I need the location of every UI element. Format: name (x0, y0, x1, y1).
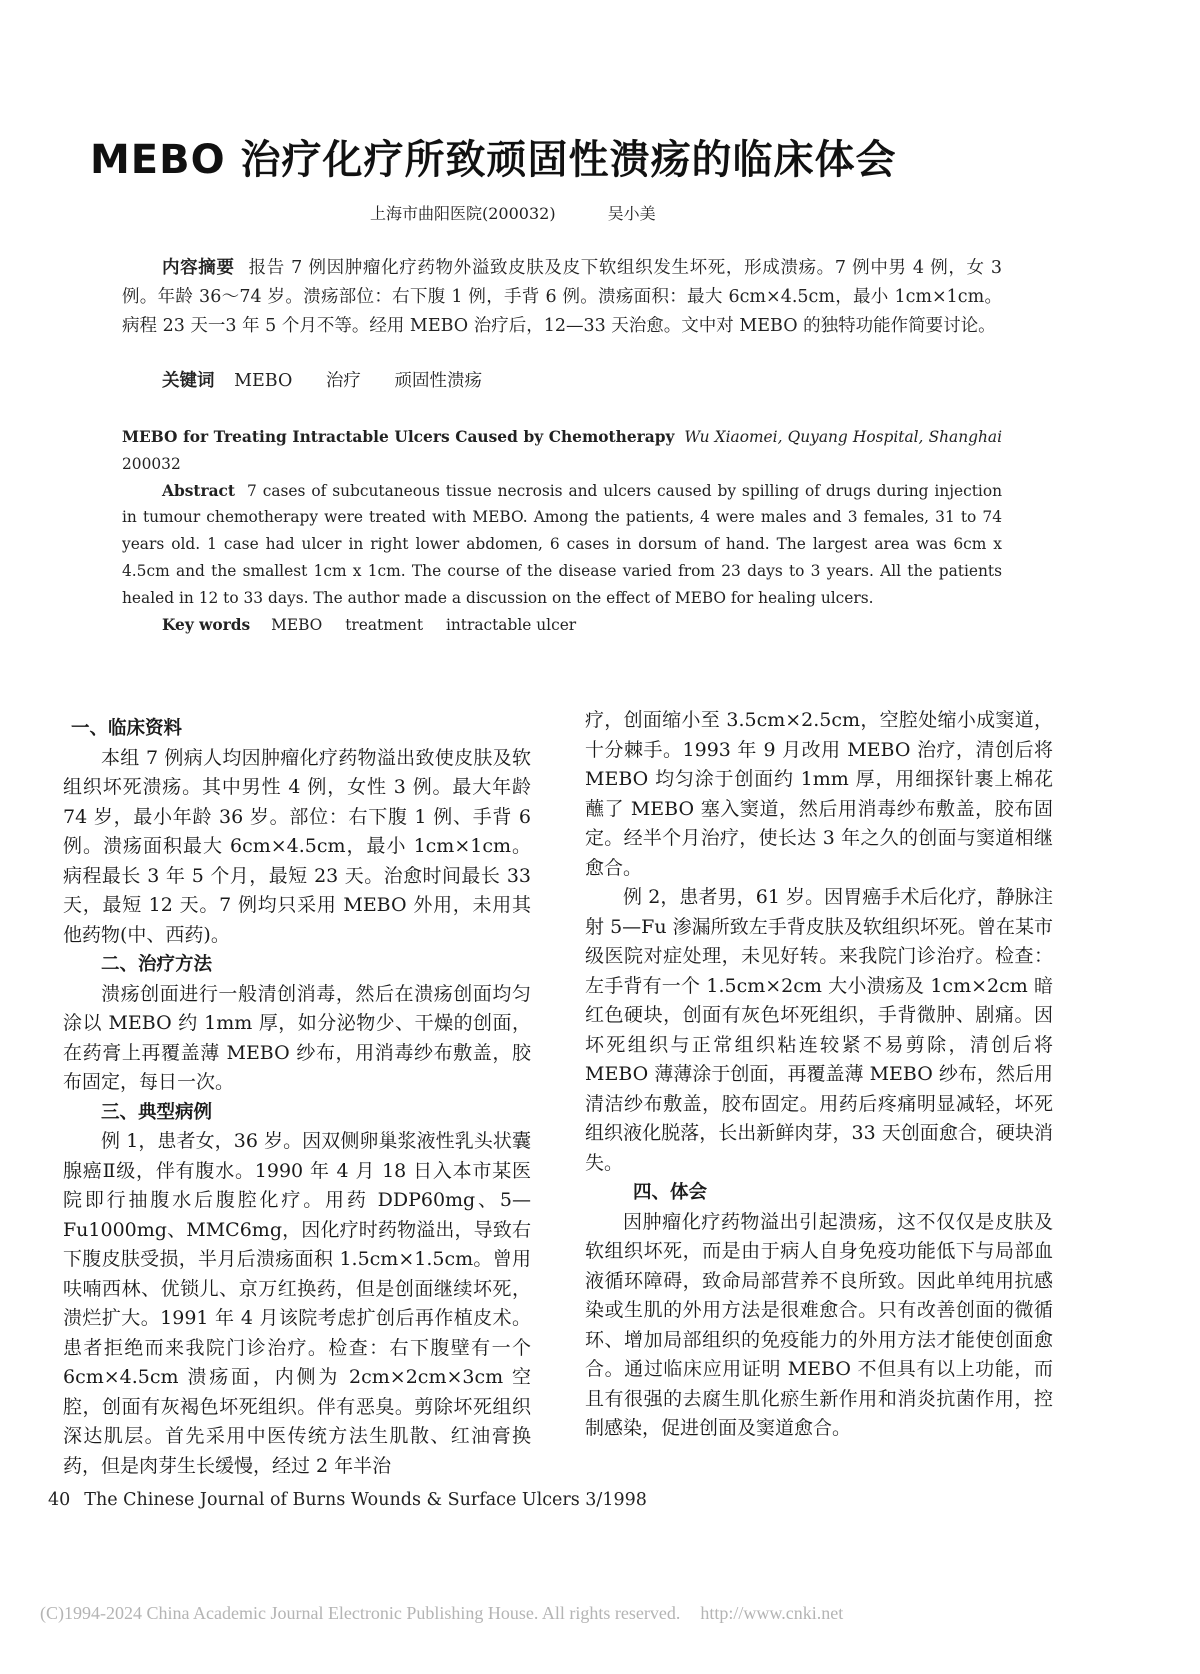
affiliation-line (370, 202, 930, 226)
chinese-abstract (122, 254, 1002, 341)
right-column (585, 706, 1053, 1444)
paragraph-clinical-data: 本组 7 例病人均因肿瘤化疗药物溢出致使皮肤及软组织坏死溃疡。其中男性 4 例，女性 3 例。最大年龄 74 岁，最小年龄 36 岁。部位：右下腹 1 例、手背 6 例。溃疡面积最大 6cm×4.5cm，最小 1cm×1cm。病程最长 3 年 5 个月，最短 23 天。治愈时间最长 33 天，最短 12 天。7 例均只采用 MEBO 外用，未用其他药物(中、西药)。 (63, 746, 531, 946)
english-abstract (122, 424, 1002, 638)
affiliation: 上海市曲阳医院(200032) (370, 204, 556, 223)
section-heading-cases: 三、典型病例 (101, 1101, 213, 1123)
english-postcode: 200032 (122, 454, 181, 473)
paragraph-discussion: 因肿瘤化疗药物溢出引起溃疡，这不仅仅是皮肤及软组织坏死，而是由于病人自身免疫功能低下与局部血液循环障碍，致命局部营养不良所致。因此单纯用抗感染或生肌的外用方法是很难愈合。只有改善创面的微循环、增加局部组织的免疫能力的外用方法才能使创面愈合。通过临床应用证明 MEBO 不但具有以上功能，而且有很强的去腐生肌化瘀生新作用和消炎抗菌作用，控制感染，促进创面及窦道愈合。 (585, 1210, 1053, 1439)
section-heading-treatment: 二、治疗方法 (101, 954, 213, 975)
english-title: MEBO for Treating Intractable Ulcers Caused by Chemotherapy (122, 428, 675, 446)
english-keywords (162, 612, 1002, 639)
page-number: 40 (48, 1490, 71, 1510)
english-abstract-text: 7 cases of subcutaneous tissue necrosis and ulcers caused by spilling of drugs during injection in tumour chemotherapy were treated with MEBO. Among the patients, 4 were males and 3 females, 31 to 74 years old. 1 case had ulcer in right lower abdomen, 6 cases in dorsum of hand. The largest area was 6cm x 4.5cm and the smallest 1cm x 1cm. The course of the disease varied from 23 days to 3 years. All the patients healed in 12 to 33 days. The author made a discussion on the effect of MEBO for healing ulcers. (122, 481, 1002, 607)
section-heading-discussion: 四、体会 (633, 1182, 708, 1203)
paragraph-case-1-continued: 疗，创面缩小至 3.5cm×2.5cm，空腔处缩小成窦道，十分棘手。1993 年 9 月改用 MEBO 治疗，清创后将 MEBO 均匀涂于创面约 1mm 厚，用细探针裹上棉花蘸了 MEBO 塞入窦道，然后用消毒纱布敷盖，胶布固定。经半个月治疗，使长达 3 年之久的创面与窦道相继愈合。 (585, 709, 1053, 879)
left-column (63, 714, 531, 1481)
chinese-keywords (162, 367, 1002, 396)
page-footer (48, 1488, 848, 1512)
copyright-url: http://www.cnki.net (700, 1603, 844, 1623)
english-author: Wu Xiaomei, Quyang Hospital, Shanghai (684, 428, 1002, 446)
copyright-notice (40, 1600, 1180, 1626)
paragraph-case-1: 例 1，患者女，36 岁。因双侧卵巢浆液性乳头状囊腺癌Ⅱ级，伴有腹水。1990 年 4 月 18 日入本市某医院即行抽腹水后腹腔化疗。用药 DDP60mg、5—Fu1000mg、MMC6mg，因化疗时药物溢出，导致右下腹皮肤受损，半月后溃疡面积 1.5cm×1.5cm。曾用呋喃西林、优锁儿、京万红换药，但是创面继续坏死，溃烂扩大。1991 年 4 月该院考虑扩创后再作植皮术。患者拒绝而来我院门诊治疗。检查：右下腹壁有一个 6cm×4.5cm 溃疡面，内侧为 2cm×2cm×3cm 空腔，创面有灰褐色坏死组织。伴有恶臭。剪除坏死组织深达肌层。首先采用中医传统方法生肌散、红油膏换药，但是肉芽生长缓慢，经过 2 年半治 (63, 1130, 531, 1477)
author-name: 吴小美 (607, 204, 656, 223)
abstract-label: 内容摘要 (162, 258, 235, 278)
english-abstract-label: Abstract (162, 481, 236, 500)
keyword: 顽固性溃疡 (394, 371, 482, 391)
english-abstract-paragraph (122, 478, 1002, 612)
paragraph-case-2: 例 2，患者男，61 岁。因胃癌手术后化疗，静脉注射 5—Fu 渗漏所致左手背皮肤及软组织坏死。曾在某市级医院对症处理，未见好转。来我院门诊治疗。检查：左手背有一个 1.5cm×2cm 大小溃疡及 1cm×2cm 暗红色硬块，创面有灰色坏死组织，手背微肿、剧痛。因坏死组织与正常组织粘连较紧不易剪除，清创后将 MEBO 薄薄涂于创面，再覆盖薄 MEBO 纱布，然后用清洁纱布敷盖，胶布固定。用药后疼痛明显减轻，坏死组织液化脱落，长出新鲜肉芽，33 天创面愈合，硬块消失。 (585, 886, 1053, 1174)
abstract-text: 报告 7 例因肿瘤化疗药物外溢致皮肤及皮下软组织发生坏死，形成溃疡。7 例中男 4 例，女 3 例。年龄 36～74 岁。溃疡部位：右下腹 1 例，手背 6 例。溃疡面积：最大 6cm×4.5cm，最小 1cm×1cm。病程 23 天一3 年 5 个月不等。经用 MEBO 治疗后，12—33 天治愈。文中对 MEBO 的独特功能作简要讨论。 (122, 258, 1002, 336)
article-title: MEBO 治疗化疗所致顽固性溃疡的临床体会 (90, 136, 897, 183)
journal-citation: The Chinese Journal of Burns Wounds & Surface Ulcers 3/1998 (84, 1490, 647, 1510)
paragraph-treatment: 溃疡创面进行一般清创消毒，然后在溃疡创面均匀涂以 MEBO 约 1mm 厚，如分泌物少、干燥的创面，在药膏上再覆盖薄 MEBO 纱布，用消毒纱布敷盖，胶布固定，每日一次。 (63, 982, 531, 1093)
english-keyword: intractable ulcer (445, 615, 577, 634)
keywords-label: 关键词 (162, 371, 215, 391)
copyright-text: (C)1994-2024 China Academic Journal Electronic Publishing House. All rights reserved. (40, 1603, 681, 1623)
section-heading-clinical-data: 一、临床资料 (71, 718, 183, 739)
english-keyword: treatment (345, 615, 424, 634)
english-title-line (122, 424, 1002, 478)
english-keywords-label: Key words (162, 615, 251, 634)
keyword: MEBO (234, 371, 293, 391)
english-keyword: MEBO (271, 615, 323, 634)
keyword: 治疗 (325, 371, 361, 391)
